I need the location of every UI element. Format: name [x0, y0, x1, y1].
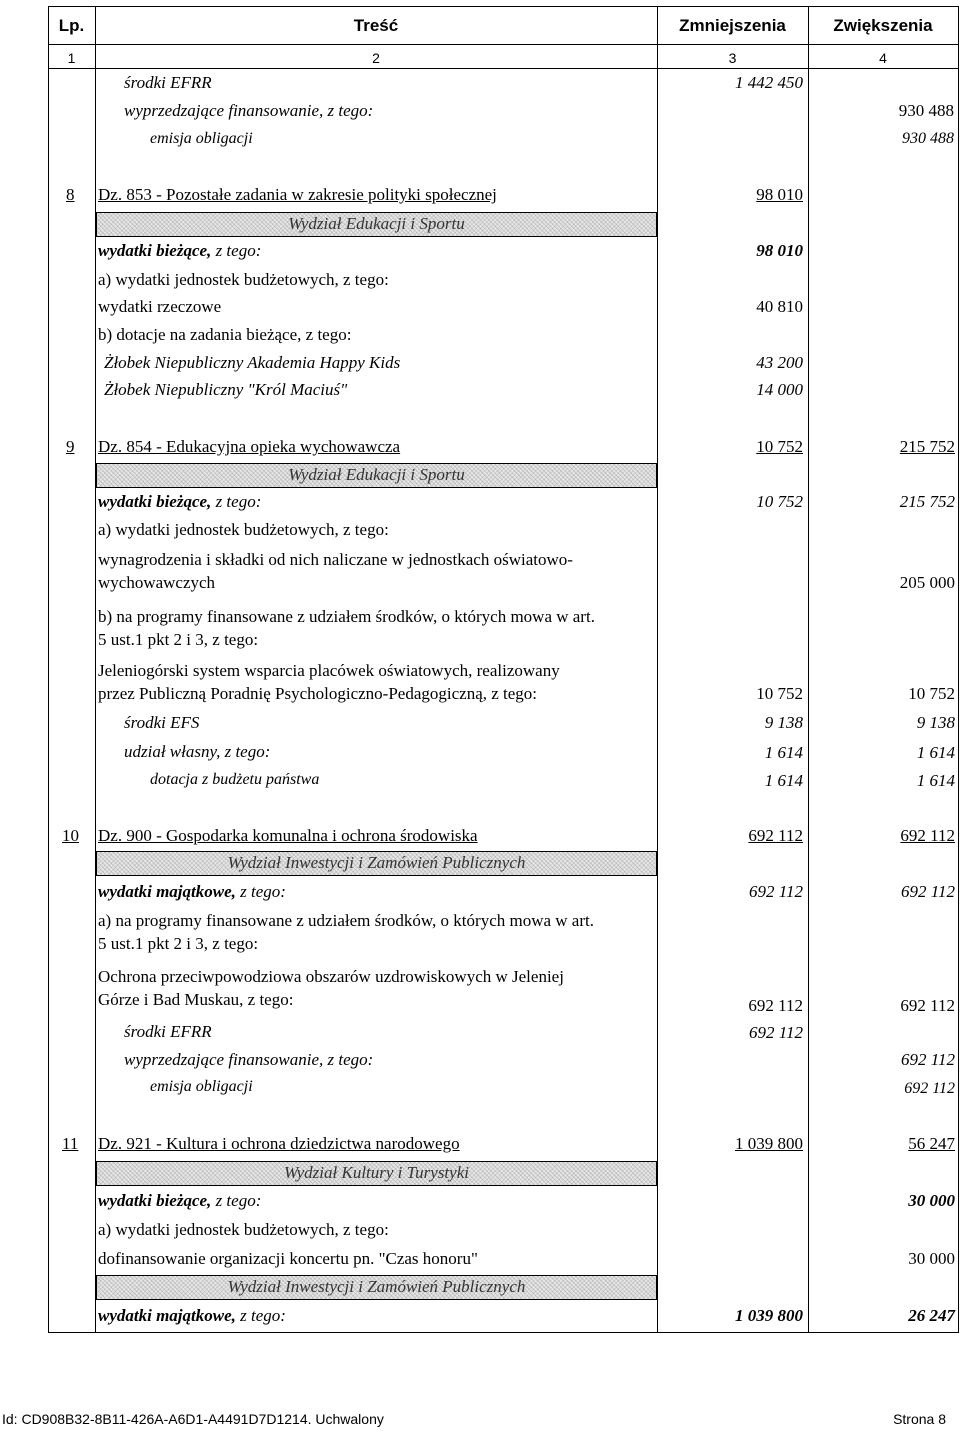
header-tresc: Treść — [353, 16, 399, 35]
s9-wb-label — [98, 492, 261, 512]
s11-dept1: Wydział Kultury i Turystyki — [284, 1163, 469, 1182]
s8-zlobek2-label: Żłobek Niepubliczny "Król Maciuś" — [104, 380, 348, 399]
footer-document-id: Id: CD908B32-8B11-426A-A6D1-A4491D7D1214. Uchwalony — [2, 1411, 384, 1427]
s11-wm-label-rest: z tego: — [235, 1306, 286, 1325]
s11-title-dec: 1 039 800 — [735, 1134, 803, 1153]
s9-wb-inc: 215 752 — [899, 492, 955, 511]
s9-dotacja-dec: 1 614 — [764, 771, 803, 790]
colnum-1: 1 — [67, 50, 76, 66]
s9-efs-inc: 9 138 — [916, 713, 955, 732]
footer-page-number: Strona 8 — [893, 1411, 946, 1427]
s10-och-line1: Ochrona przeciwpowodziowa obszarów uzdrowiskowych w Jeleniej — [98, 967, 564, 986]
s11-wb-label-bold: wydatki bieżące, — [98, 1191, 212, 1210]
col-border-zmn — [808, 6, 809, 1333]
s11-lp: 11 — [62, 1134, 79, 1153]
s9-b-line1: b) na programy finansowane z udziałem środków, o których mowa w art. — [98, 607, 595, 626]
s9-b-line2: 5 ust.1 pkt 2 i 3, z tego: — [98, 630, 259, 649]
s9-dotacja-label: dotacja z budżetu państwa — [150, 771, 320, 788]
s11-wm-label-bold: wydatki majątkowe, — [98, 1306, 236, 1325]
s8-wb-label-bold: wydatki bieżące, — [98, 241, 212, 260]
s9-wyn-line1: wynagrodzenia i składki od nich naliczane w jednostkach oświatowo- — [98, 550, 573, 569]
s8-b-label: b) dotacje na zadania bieżące, z tego: — [98, 325, 352, 344]
s9-title-inc: 215 752 — [899, 437, 955, 456]
top-efrr-label: środki EFRR — [124, 73, 212, 92]
s9-dotacja-inc: 1 614 — [916, 771, 955, 790]
s8-zlobek1-label: Żłobek Niepubliczny Akademia Happy Kids — [104, 353, 401, 372]
s11-title-inc: 56 247 — [908, 1134, 955, 1153]
col-border-lp — [95, 6, 96, 1333]
s9-jel-dec: 10 752 — [756, 684, 803, 703]
s11-title: Dz. 921 - Kultura i ochrona dziedzictwa narodowego — [98, 1134, 460, 1153]
table-top-border — [48, 6, 959, 7]
header-lp: Lp. — [58, 16, 85, 35]
s8-wb-dec: 98 010 — [756, 241, 803, 260]
s10-wm-label — [98, 882, 286, 902]
s11-dofin-inc: 30 000 — [908, 1249, 955, 1268]
table-bottom-border — [48, 1332, 959, 1333]
s9-wb-label-bold: wydatki bieżące, — [98, 492, 212, 511]
col-border-left — [48, 6, 49, 1333]
s10-title-inc: 692 112 — [900, 826, 955, 845]
s10-title-dec: 692 112 — [748, 826, 803, 845]
s9-udzial-dec: 1 614 — [764, 743, 803, 762]
colnum-2: 2 — [372, 50, 380, 66]
header-zwiekszenia: Zwiększenia — [833, 16, 933, 35]
colnum-4: 4 — [879, 50, 887, 66]
colnum-3: 3 — [728, 50, 737, 66]
s10-dept: Wydział Inwestycji i Zamówień Publicznych — [227, 853, 526, 872]
s8-dept: Wydział Edukacji i Sportu — [288, 214, 465, 233]
s11-wm-dec: 1 039 800 — [735, 1306, 803, 1325]
s10-efrr-label: środki EFRR — [124, 1022, 212, 1041]
header-bottom-border — [48, 44, 959, 45]
s8-zlobek1-dec: 43 200 — [756, 353, 803, 372]
s8-wb-label — [98, 241, 261, 261]
s9-udzial-label: udział własny, z tego: — [124, 742, 271, 761]
top-efrr-dec: 1 442 450 — [735, 73, 803, 92]
s10-wm-inc: 692 112 — [901, 882, 955, 901]
s9-dept: Wydział Edukacji i Sportu — [288, 465, 465, 484]
s8-wb-label-rest: z tego: — [211, 241, 262, 260]
s11-wb-label-rest: z tego: — [211, 1191, 262, 1210]
s8-title: Dz. 853 - Pozostałe zadania w zakresie polityki społecznej — [98, 185, 497, 204]
s10-wyprz-label: wyprzedzające finansowanie, z tego: — [124, 1050, 374, 1069]
s8-title-dec: 98 010 — [756, 185, 803, 204]
s9-wb-label-rest: z tego: — [211, 492, 262, 511]
s9-efs-label: środki EFS — [124, 713, 200, 732]
top-emisja-label: emisja obligacji — [150, 130, 253, 147]
s9-efs-dec: 9 138 — [764, 713, 803, 732]
s10-a-line2: 5 ust.1 pkt 2 i 3, z tego: — [98, 934, 259, 953]
s11-dofin-label: dofinansowanie organizacji koncertu pn. "Czas honoru" — [98, 1249, 478, 1268]
s9-wyn-line2: wychowawczych — [98, 573, 216, 592]
s10-och-line2: Górze i Bad Muskau, z tego: — [98, 990, 294, 1009]
s9-lp: 9 — [66, 437, 75, 456]
top-wyprz-inc: 930 488 — [898, 101, 954, 120]
s10-title: Dz. 900 - Gospodarka komunalna i ochrona środowiska — [98, 826, 478, 845]
s11-wm-inc: 26 247 — [908, 1306, 955, 1325]
col-border-right — [958, 6, 959, 1333]
s9-jel-line2: przez Publiczną Poradnię Psychologiczno-Pedagogiczną, z tego: — [98, 684, 538, 703]
s8-lp: 8 — [66, 185, 75, 204]
s10-wyprz-inc: 692 112 — [901, 1050, 955, 1069]
colnum-bottom-border — [48, 68, 959, 69]
s9-jel-line1: Jeleniogórski system wsparcia placówek oświatowych, realizowany — [98, 661, 560, 680]
s9-title: Dz. 854 - Edukacyjna opieka wychowawcza — [98, 437, 401, 456]
s9-wb-dec: 10 752 — [756, 492, 803, 511]
s11-wm-label — [98, 1306, 286, 1326]
top-emisja-inc: 930 488 — [902, 130, 954, 147]
s11-dept2: Wydział Inwestycji i Zamówień Publicznych — [227, 1277, 526, 1296]
s10-wm-label-rest: z tego: — [235, 882, 286, 901]
s9-udzial-inc: 1 614 — [916, 743, 955, 762]
s10-lp: 10 — [62, 826, 79, 845]
s11-a-label: a) wydatki jednostek budżetowych, z tego: — [98, 1220, 389, 1239]
s10-a-line1: a) na programy finansowane z udziałem środków, o których mowa w art. — [98, 911, 594, 930]
header-zmniejszenia: Zmniejszenia — [679, 16, 786, 35]
s8-a-label: a) wydatki jednostek budżetowych, z tego: — [98, 270, 389, 289]
s11-wb-label — [98, 1191, 261, 1211]
s10-wm-label-bold: wydatki majątkowe, — [98, 882, 236, 901]
s8-zlobek2-dec: 14 000 — [756, 380, 803, 399]
s10-wm-dec: 692 112 — [749, 882, 803, 901]
col-border-tresc — [657, 6, 658, 1333]
s9-jel-inc: 10 752 — [908, 684, 955, 703]
s10-och-dec: 692 112 — [748, 996, 803, 1015]
s9-a-label: a) wydatki jednostek budżetowych, z tego: — [98, 520, 389, 539]
s8-rzeczowe-label: wydatki rzeczowe — [98, 297, 222, 316]
s9-title-dec: 10 752 — [756, 437, 803, 456]
s8-rzeczowe-dec: 40 810 — [756, 297, 803, 316]
s11-wb-inc: 30 000 — [908, 1191, 955, 1210]
s10-efrr-dec: 692 112 — [749, 1023, 803, 1042]
s10-emisja-inc: 692 112 — [904, 1080, 955, 1097]
s10-emisja-label: emisja obligacji — [150, 1078, 253, 1095]
s9-wyn-inc: 205 000 — [899, 573, 955, 592]
top-wyprz-label: wyprzedzające finansowanie, z tego: — [124, 101, 374, 120]
s10-och-inc: 692 112 — [900, 996, 955, 1015]
